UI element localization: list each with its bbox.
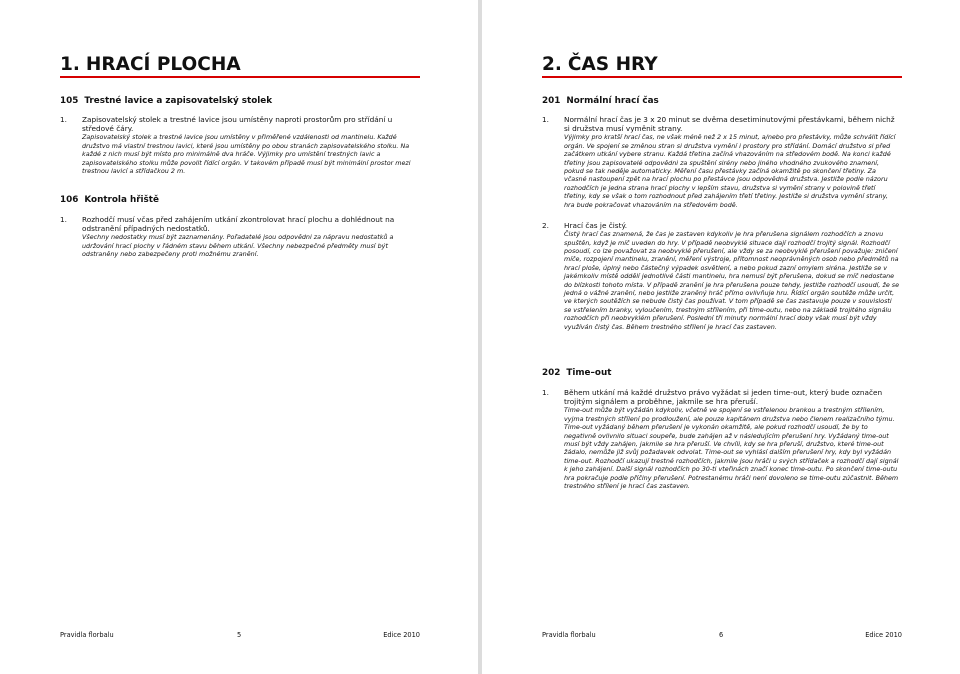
- rule-text: Hrací čas je čistý.: [564, 221, 628, 230]
- footer-page-number: 6: [719, 631, 724, 639]
- rule-item: [542, 388, 900, 490]
- chapter-heading: [60, 54, 420, 78]
- rule-item: [542, 221, 900, 331]
- section-number: 105: [60, 96, 79, 106]
- item-number: 1.: [60, 215, 67, 224]
- footer-title: Pravidla florbalu: [542, 631, 596, 639]
- item-number: 1.: [60, 115, 67, 124]
- rule-commentary: Čistý hrací čas znamená, že čas je zastaven kdykoliv je hra přerušena signálem rozhodčích a znovu spuštěn, když je míč uveden do hry. V případě neobvyklé situace dají rozhodčí trojitý signál. Rozhodčí posoudí, co lze považovat za neobvyklé přerušení, ale vždy se za neobvyklé přerušení považuje: zničení míče, rozpojení mantinelu, zranění, měření výstroje, přítomnost neoprávněných osob nebo předmětů na hrací ploše, úplný nebo částečný výpadek osvětlení, a nebo pokud zazní omylem siréna. Jestliže se v jakémkoliv místě oddělí jednotlivé části mantinelu, hra nemusí být přerušena, dokud se míč nedostane do blízkosti tohoto místa. V případě zranění je hra přerušena pouze tehdy, jestliže rozhodčí usoudí, že se jedná o vážné zranění, nebo jestliže zraněný hráč přímo ovlivňuje hru. Řídící orgán soutěže může určit, ve kterých soutěžích se nebude čistý čas používat. V tom případě se čas zastavuje pouze v souvislosti se vstřelením branky, vyloučením, trestným střílením, při time-outu, nebo na základě trojitého signálu rozhodčích při neobvyklém přerušení. Poslední tři minuty normální hrací doby však musí být vždy využíván čistý čas. Během trestného střílení je hrací čas zastaven.: [564, 230, 900, 331]
- rule-text: Během utkání má každé družstvo právo vyžádat si jeden time-out, který bude označen trojitým signálem a proběhne, jakmile se hra přeruší.: [564, 388, 883, 407]
- page-footer: [60, 631, 420, 643]
- section-heading-106: [60, 195, 420, 205]
- chapter-number: 1.: [60, 54, 80, 75]
- chapter-heading: [542, 54, 902, 78]
- chapter-title: HRACÍ PLOCHA: [85, 54, 241, 75]
- footer-page-number: 5: [237, 631, 242, 639]
- rule-commentary: Zapisovatelský stolek a trestné lavice jsou umístěny v přiměřené vzdálenosti od mantinelu. Každé družstvo má vlastní trestnou lavici, které jsou umístěny po obou stranách zapisovatelského stolku. Na každé z nich musí být místo pro minimálně dva hráče. Výjimky pro umístění trestných lavic a zapisovatelského stolku může povolit řídící orgán. V takovém případě musí být minimální prostor mezi trestnou lavicí a střídačkou 2 m.: [82, 133, 411, 176]
- footer-edition: Edice 2010: [865, 631, 902, 639]
- section-number: 202: [542, 368, 561, 378]
- item-number: 2.: [542, 221, 549, 230]
- page-left: [0, 0, 478, 674]
- footer-title: Pravidla florbalu: [60, 631, 114, 639]
- footer-edition: Edice 2010: [383, 631, 420, 639]
- section-number: 201: [542, 96, 561, 106]
- rule-commentary: Time-out může být vyžádán kdykoliv, včetně ve spojení se vstřelenou brankou a trestným střílením, vyjma trestných střílení po prodloužení, ale pouze kapitánem družstva nebo členem realizačního týmu. Time-out vyžádaný během přerušení je vykonán okamžitě, ale pokud rozhodčí usoudí, že by to negativně ovlivnilo situaci soupeře, bude zahájen až v následujícím přerušení hry. Vyžádaný time-out musí být vždy zahájen, jakmile se hra přeruší. Ve chvíli, kdy se hra přeruší, družstvo, které time-out žádalo, nemůže již svůj požadavek odvolat. Time-out se vyhlásí dalším přerušení hry, kdy byl vyžádán time-out. Rozhodčí ukazují trestné rozhodčích, jakmile jsou hráči u svých střídaček a rozhodčí dají signál k jeho zahájení. Další signál rozhodčích po 30-ti vteřinách značí konec time-outu. Po skončení time-outu hra pokračuje podle příčiny přerušení. Potrestanému hráči není dovoleno se time-outu zúčastnit. Během trestného střílení je hrací čas zastaven.: [564, 406, 899, 491]
- item-number: 1.: [542, 115, 549, 124]
- chapter-number: 2.: [542, 54, 562, 75]
- section-title: Kontrola hřiště: [84, 195, 159, 205]
- section-title: Time–out: [566, 368, 612, 378]
- rule-commentary: Všechny nedostatky musí být zaznamenány. Pořadatelé jsou odpovědni za nápravu nedostatků a udržování hrací plochy v řádném stavu během utkání. Všechny nebezpečné předměty musí být odstraněny nebo zabezpečeny proti možnému zranění.: [82, 233, 394, 259]
- rule-text: Normální hrací čas je 3 x 20 minut se dvěma desetiminutovými přestávkami, během nichž si družstva musí vyměnit strany.: [564, 115, 895, 134]
- rule-item: [60, 115, 418, 175]
- page-right: [482, 0, 960, 674]
- chapter-title: ČAS HRY: [567, 54, 658, 75]
- rule-item: [542, 115, 900, 209]
- rule-commentary: Výjimky pro kratší hrací čas, ne však méně než 2 x 15 minut, a/nebo pro přestávky, může schválit řídící orgán. Ve spojení se změnou stran si družstva vymění i prostory pro střídání. Domácí družstvo si před začátkem utkání vybere stranu. Každá třetina začíná vhazováním na středovém bodě. Na konci každé třetiny jsou zapisovatelé odpovědni za spuštění sirény nebo jiného vhodného zvukového znamení, pokud se tak neděje automaticky. Měření času přestávky začíná okamžitě po skončení třetiny. Za včasné nastoupení zpět na hrací plochu po přestávce jsou odpovědná družstva. Jestliže podle názoru rozhodčích je jedna strana hrací plochy v lepším stavu, družstva si vymění strany v polovině třetí třetiny, kdy se však o tom rozhodnout před zahájením třetí třetiny. Jestliže si družstva vymění strany, hra bude pokračovat vhazováním na středovém bodě.: [564, 133, 896, 209]
- section-title: Normální hrací čas: [566, 96, 659, 106]
- rule-text: Zapisovatelský stolek a trestné lavice jsou umístěny naproti prostorům pro střídání u středové čáry.: [82, 115, 393, 134]
- section-title: Trestné lavice a zapisovatelský stolek: [84, 96, 273, 106]
- section-heading-201: [542, 96, 902, 106]
- section-heading-105: [60, 96, 420, 106]
- page-footer: [542, 631, 902, 643]
- section-heading-202: [542, 368, 902, 378]
- item-number: 1.: [542, 388, 549, 397]
- rule-item: [60, 215, 418, 259]
- section-number: 106: [60, 195, 79, 205]
- rule-text: Rozhodčí musí včas před zahájením utkání zkontrolovat hrací plochu a dohlédnout na odstranění případných nedostatků.: [82, 215, 395, 234]
